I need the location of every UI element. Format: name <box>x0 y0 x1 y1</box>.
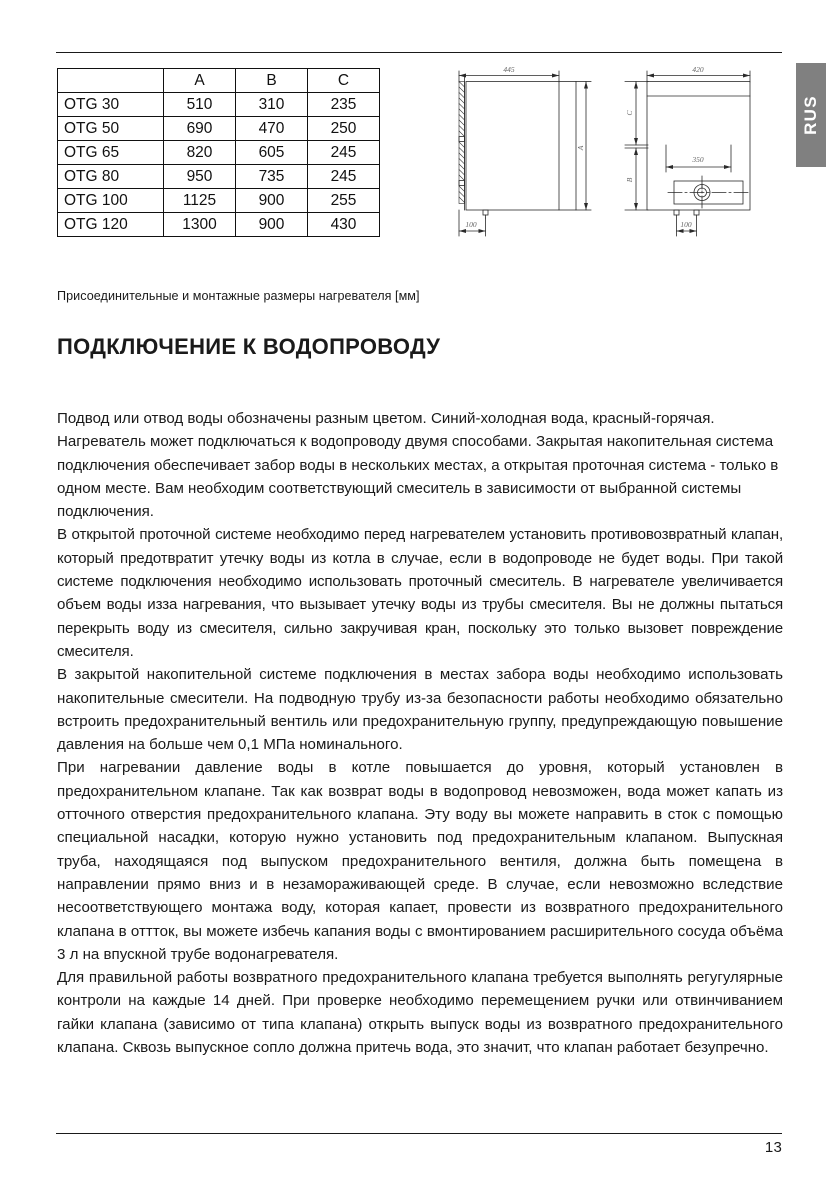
language-tab-label: RUS <box>801 95 820 135</box>
cell-a: 510 <box>164 93 236 117</box>
paragraph-4: При нагревании давление воды в котле повышается до уровня, который установлен в предохранительном клапане. Так как возврат воды в водопровод невозможен, вода может капать из отточного отверстия предохранительного клапана. Эту воду вы можете направить в сток с помощью специальной насадки, которую нужно установить под предохранительным клапаном. Выпускная труба, находящаяся под выпуском предохранительного вентиля, должна быть помещена в направлении прямо вниз и в незамораживающей среде. В случае, если невозможно вследствие несоответствующего монтажа воду, которая капает, провести из возвратного предохранительного клапана в оттток, вы можете избечь капания воды с вмонтированием расширительного сосуда объёма 3 л на впускной трубе водонагревателя. <box>57 759 783 963</box>
dim-A <box>576 82 591 211</box>
technical-drawings <box>440 58 790 273</box>
cell-c: 255 <box>308 189 380 213</box>
cell-model: OTG 80 <box>58 165 164 189</box>
paragraph-5: Для правильной работы возвратного предохранительного клапана требуется выполнять регугулярные контроли на каждые 14 дней. При проверке необходимо перемещением ручки или отвинчиванием гайки клапана (зависимо от типа клапана) открыть выпуск воды из возвратного предохранительного клапана. Сквозь выпускное сопло должна притечь вода, это значит, что клапан работает безупречно. <box>57 969 783 1057</box>
body-text <box>57 407 783 1059</box>
dim-label-445: 445 <box>503 65 515 74</box>
dim-label-C: C <box>625 110 634 116</box>
cell-b: 900 <box>236 189 308 213</box>
cell-model: OTG 65 <box>58 141 164 165</box>
paragraph-3: В закрытой накопительной системе подключения в местах забора воды необходимо использовать накопительные смесители. На подводную трубу из-за безопасности работы необходимо обязательно встроить предохранительный вентиль или предохранительную группу, предупреждающую повышение давления на больше чем 0,1 МПа номинального. <box>57 666 783 754</box>
side-view-connector <box>483 210 488 218</box>
dim-100-left <box>459 210 486 236</box>
table-header-a: A <box>164 69 236 93</box>
cell-a: 690 <box>164 117 236 141</box>
cell-b: 900 <box>236 213 308 237</box>
cell-model: OTG 100 <box>58 189 164 213</box>
figure-caption: Присоединительные и монтажные размеры нагревателя [мм] <box>57 289 420 303</box>
footer-rule <box>56 1133 782 1134</box>
cell-c: 430 <box>308 213 380 237</box>
cell-c: 245 <box>308 141 380 165</box>
side-view-body <box>465 76 577 210</box>
dim-label-100-left: 100 <box>465 220 477 229</box>
cell-b: 310 <box>236 93 308 117</box>
dim-445 <box>459 65 559 82</box>
table-header-b: B <box>236 69 308 93</box>
dimensions-table <box>57 68 380 237</box>
cell-model: OTG 50 <box>58 117 164 141</box>
heater-dimension-drawing <box>440 58 790 273</box>
cell-a: 950 <box>164 165 236 189</box>
table-row <box>58 93 380 117</box>
cell-model: OTG 30 <box>58 93 164 117</box>
control-panel <box>668 176 750 210</box>
header-rule <box>56 52 782 53</box>
table-header-c: C <box>308 69 380 93</box>
dim-label-100-right: 100 <box>680 220 692 229</box>
table-row <box>58 165 380 189</box>
table-header-row <box>58 69 380 93</box>
front-view-body <box>647 82 750 211</box>
dim-C <box>625 82 648 146</box>
table-header-model <box>58 69 164 93</box>
dim-B <box>625 148 648 210</box>
cell-a: 1300 <box>164 213 236 237</box>
cell-b: 470 <box>236 117 308 141</box>
cell-a: 820 <box>164 141 236 165</box>
language-tab-rus <box>796 63 826 167</box>
paragraph-2: В открытой проточной системе необходимо перед нагревателем установить противовозвратный клапан, который предотвратит утечку воды из котла в случае, если в водопроводе не будет воды. При такой системе подключения необходимо использовать проточный смеситель. В нагревателе увеличивается объем воды изза нагревания, что вызывает утечку воды из трубы смесителя. Вы не должны пытаться перекрыть воду из смесителя, сильно закручивая кран, поскольку это только вызовет повреждение смесителя. <box>57 526 783 660</box>
dim-label-A: A <box>576 145 585 151</box>
dim-label-350: 350 <box>692 155 704 164</box>
page-title: ПОДКЛЮЧЕНИЕ К ВОДОПРОВОДУ <box>57 334 441 359</box>
table-row <box>58 189 380 213</box>
table-row <box>58 117 380 141</box>
dim-420 <box>647 65 750 82</box>
cell-b: 605 <box>236 141 308 165</box>
table-row <box>58 141 380 165</box>
dim-350 <box>666 145 731 172</box>
cell-b: 735 <box>236 165 308 189</box>
cell-a: 1125 <box>164 189 236 213</box>
dim-label-420: 420 <box>692 65 704 74</box>
dim-100-right <box>677 220 697 233</box>
cell-c: 250 <box>308 117 380 141</box>
dim-label-B: B <box>625 177 634 183</box>
cell-c: 245 <box>308 165 380 189</box>
paragraph-1: Подвод или отвод воды обозначены разным цветом. Синий-холодная вода, красный-горячая. Нагреватель может подключаться к водопроводу двумя способами. Закрытая накопительная система подключения обеспечивает забор воды в нескольких местах, а открытая проточная система - только в одном месте. Вам необходим соответствующий смеситель в зависимости от выбранной системы подключения. <box>57 410 779 521</box>
page-number: 13 <box>764 1139 782 1156</box>
cell-c: 235 <box>308 93 380 117</box>
table-row <box>58 213 380 237</box>
cell-model: OTG 120 <box>58 213 164 237</box>
